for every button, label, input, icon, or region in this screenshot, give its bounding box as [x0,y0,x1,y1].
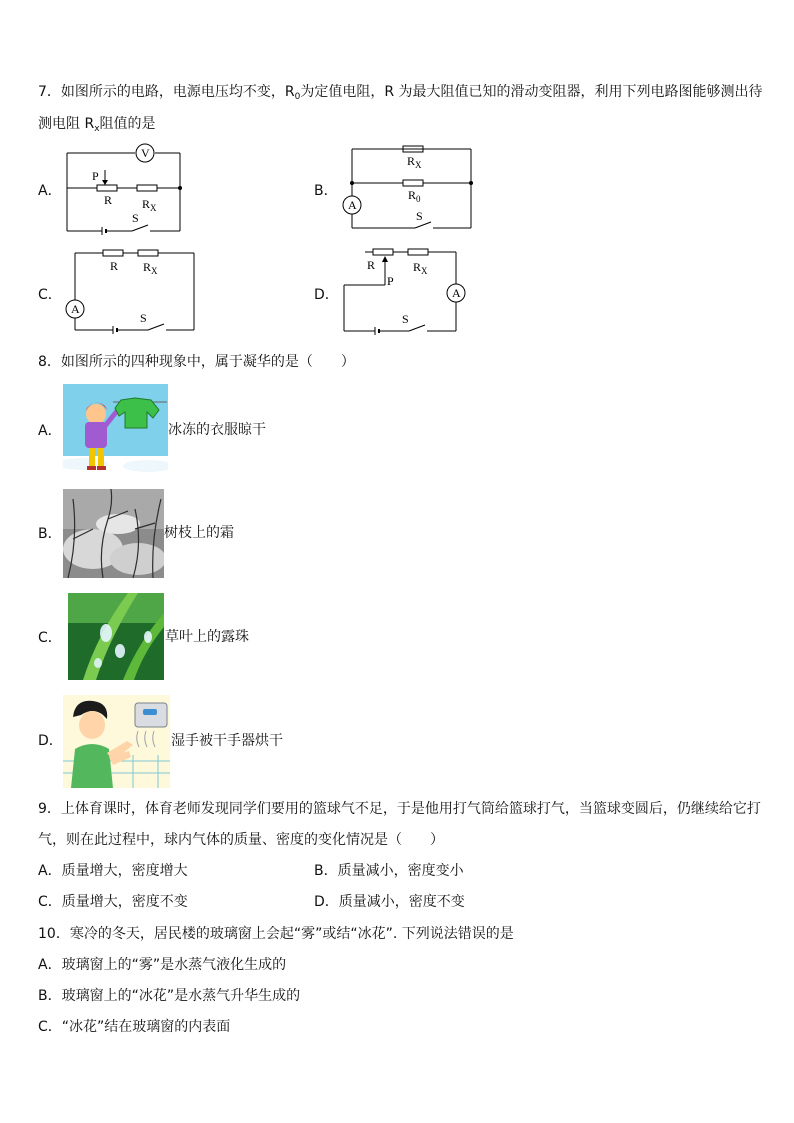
q8-option-b-label: B． [38,526,62,542]
q9-option-c: C．质量增大，密度不变 [38,894,188,910]
ammeter-label: A [452,286,461,300]
switch-label: S [140,311,147,325]
q8-option-c-image [68,593,164,680]
switch-label: S [402,312,409,326]
q10-option-c: C．“冰花”结在玻璃窗的内表面 [38,1019,231,1035]
q7-option-b-label: B． [314,183,338,199]
q8-option-b-caption: 树枝上的霜 [164,525,234,541]
q7-option-d-label: D． [314,287,339,303]
q7-stem2-text-b: 阻值的是 [99,116,156,132]
ammeter-label: A [348,198,357,212]
q10-option-a: A．玻璃窗上的“雾”是水蒸气液化生成的 [38,957,287,973]
rheostat-label: R [104,193,113,207]
rx-label [413,260,428,276]
rheostat-label: R [110,259,119,273]
q8-option-d-caption: 湿手被干手器烘干 [171,733,283,749]
r0-label [408,188,421,204]
slider-label: P [387,274,394,288]
q8-option-a-image [63,384,168,476]
rx-sub: X [150,203,157,213]
circuit-c-diagram [60,245,200,340]
q7-stem-line1 [38,82,763,107]
junction-dot-icon [178,186,182,190]
q8-option-c-label: C． [38,630,62,646]
switch-label: S [416,209,423,223]
rx-sub: X [421,266,428,276]
rx-main: R [407,154,416,168]
rx-label [142,197,157,213]
q7-stem-line2 [38,114,156,139]
rx-label [407,154,422,170]
q9-stem-line1: 9．上体育课时，体育老师发现同学们要用的篮球气不足，于是他用打气筒给篮球打气，当篮球变圆后，仍继续给它打 [38,801,761,817]
q7-stem2-text-a: 测电阻 R [38,116,95,132]
q8-option-d-image [63,695,170,788]
circuit-b-diagram [340,140,480,240]
slider-arrow-icon [102,180,108,185]
q7-option-c-label: C． [38,287,62,303]
q7-stem-sub: 0 [294,92,301,102]
q10-stem: 10．寒冷的冬天，居民楼的玻璃窗上会起“雾”或结“冰花”. 下列说法错误的是 [38,926,514,942]
slider-arrow-icon [382,256,388,262]
rheostat-label: R [367,258,376,272]
q9-option-a: A．质量增大，密度增大 [38,863,188,879]
ammeter-label: A [71,302,80,316]
q9-stem-line2: 气，则在此过程中，球内气体的质量、密度的变化情况是（ ） [38,832,444,848]
rx-main: R [142,197,151,211]
q7-option-a-label: A． [38,183,62,199]
r0-sub: 0 [416,194,421,204]
rx-main: R [413,260,422,274]
rx-sub: X [415,160,422,170]
q8-option-a-caption: 冰冻的衣服晾干 [168,422,266,438]
circuit-a-diagram [60,140,190,240]
rx-label [143,260,158,276]
rx-sub: X [151,266,158,276]
q7-stem-text-a: 7．如图所示的电路，电源电压均不变，R [38,84,295,100]
q10-option-b: B．玻璃窗上的“冰花”是水蒸气升华生成的 [38,988,301,1004]
slider-label: P [92,169,99,183]
q7-stem2-sub: x [94,124,100,134]
q9-option-b: B．质量减小，密度变小 [314,863,464,879]
q8-option-a-label: A． [38,423,62,439]
q8-option-c-caption: 草叶上的露珠 [165,629,249,645]
junction-dot-icon [350,181,354,185]
voltmeter-label: V [141,146,150,160]
r0-main: R [408,188,417,202]
switch-label: S [132,211,139,225]
q8-stem: 8．如图所示的四种现象中，属于凝华的是（ ） [38,354,355,370]
q8-option-d-label: D． [38,733,63,749]
q9-option-d: D．质量减小，密度不变 [314,894,465,910]
rx-main: R [143,260,152,274]
circuit-d-diagram [335,245,475,340]
q8-option-b-image [63,489,164,578]
q7-stem-text-b: 为定值电阻，R 为最大阻值已知的滑动变阻器，利用下列电路图能够测出待 [300,84,763,100]
junction-dot-icon [469,181,473,185]
